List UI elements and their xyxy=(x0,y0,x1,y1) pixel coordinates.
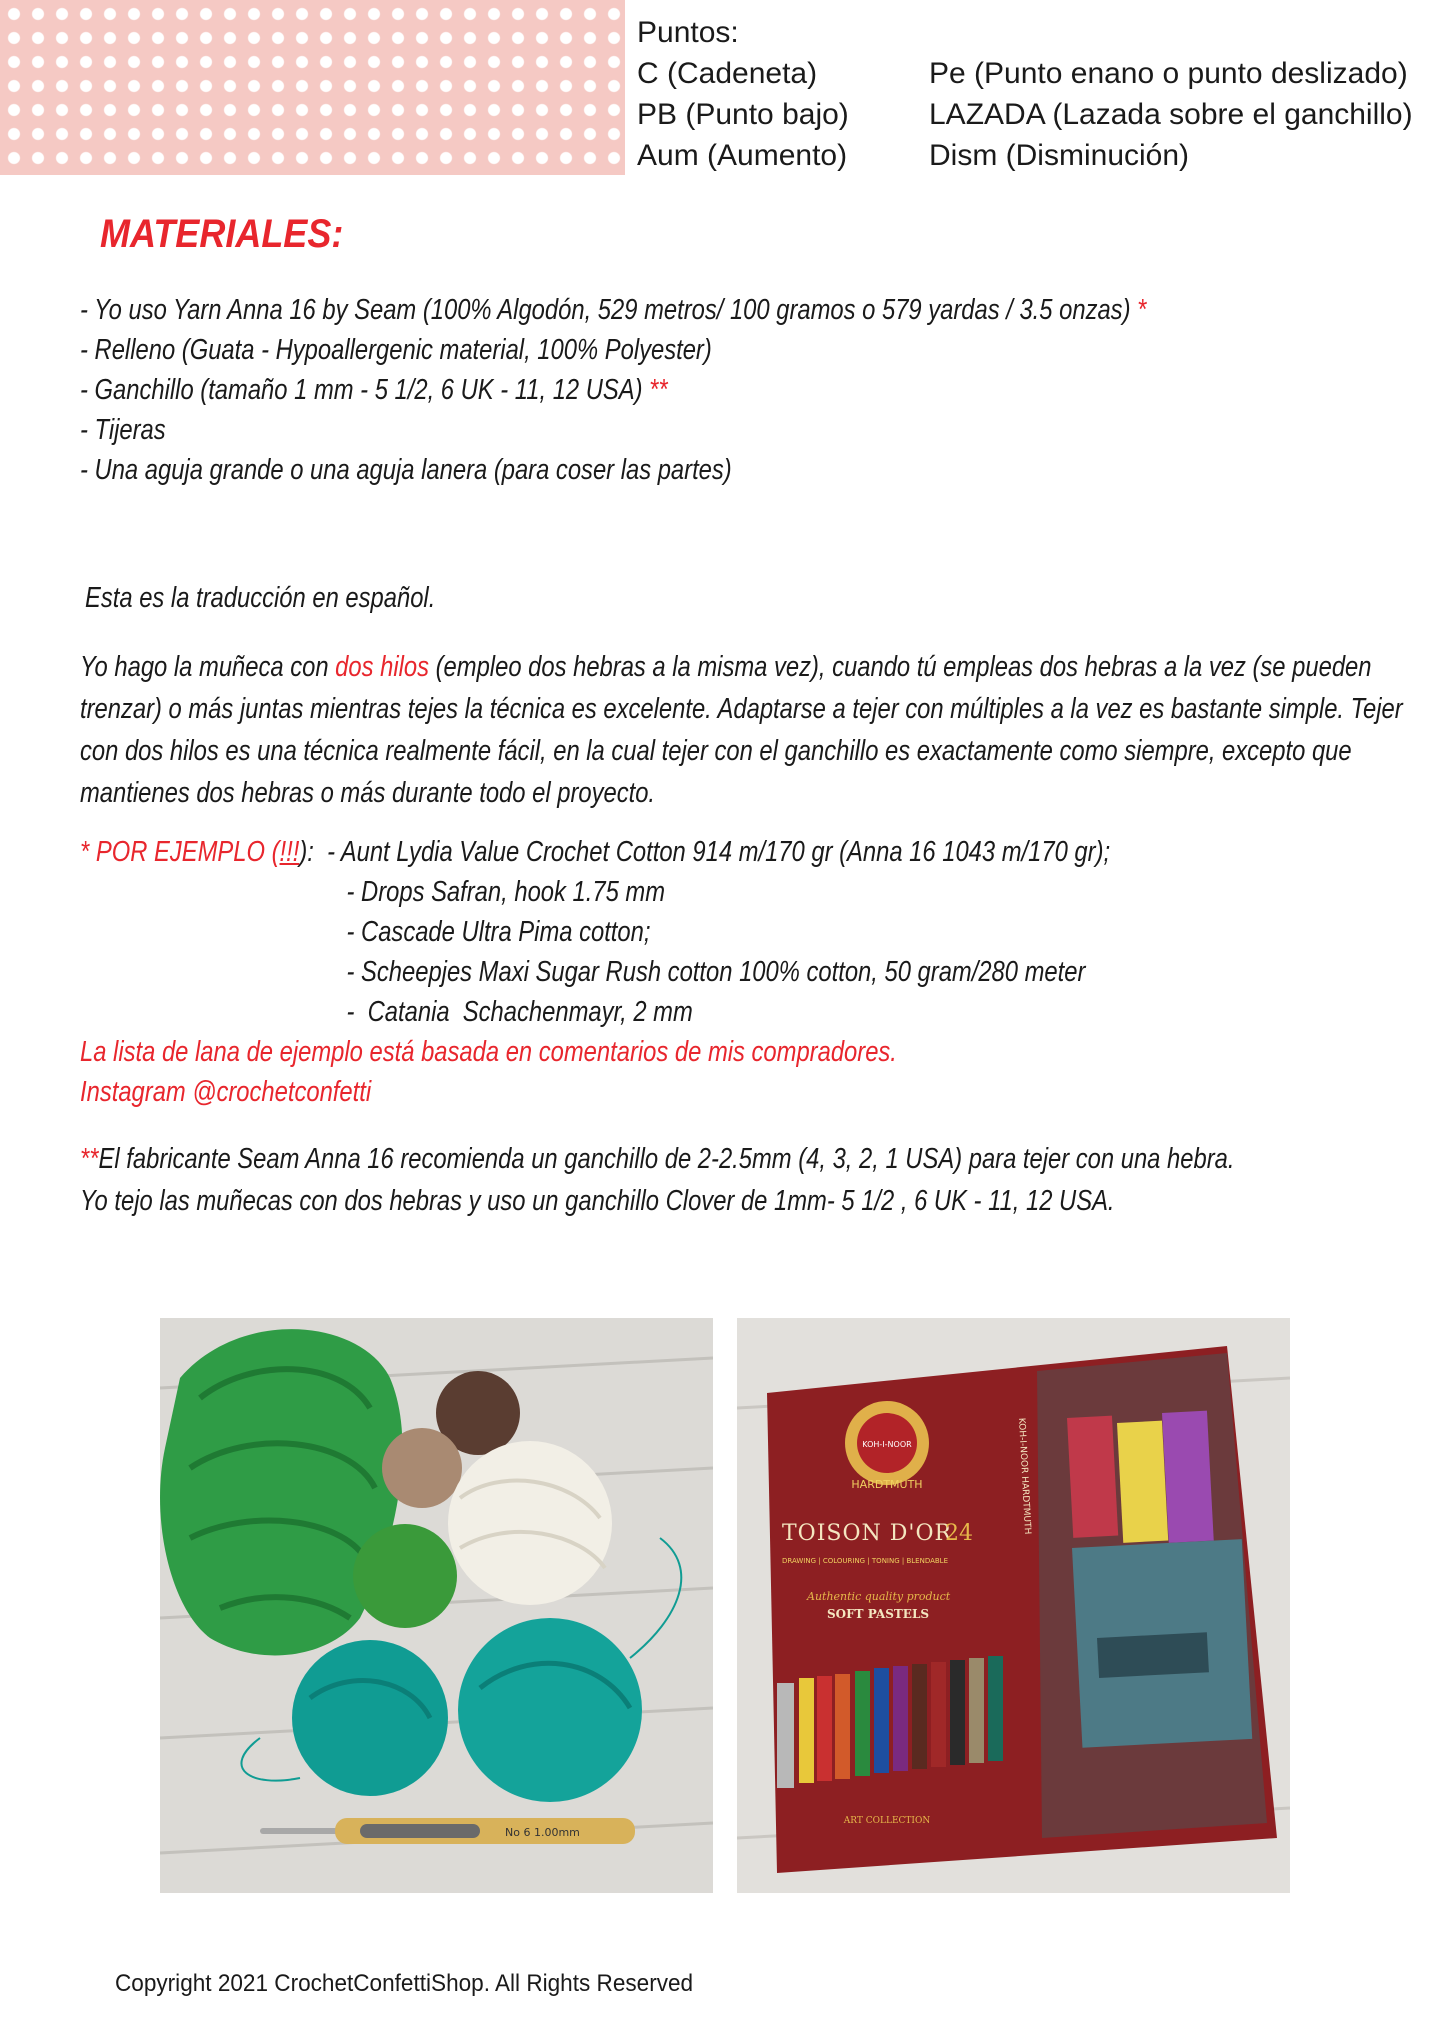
two-strand-paragraph xyxy=(80,646,1404,814)
product-count: 24 xyxy=(945,1521,973,1546)
examples-first-row xyxy=(80,832,1404,872)
pastel-box-image xyxy=(737,1318,1290,1893)
stitch-abbrev: PB (Punto bajo) xyxy=(637,98,849,131)
materials-item-text: - Yo uso Yarn Anna 16 by Seam (100% Algodón, 529 metros/ 100 gramos o 579 yardas / 3.5 onzas) xyxy=(80,294,1131,326)
materials-item xyxy=(80,330,1404,370)
materials-item-text: - Relleno (Guata - Hypoallergenic material, 100% Polyester) xyxy=(80,334,712,366)
hook-size-label: No 6 1.00mm xyxy=(505,1826,580,1839)
product-name: TOISON D'OR xyxy=(782,1521,953,1546)
stitches-row xyxy=(637,53,1413,94)
footnote-mark: ** xyxy=(80,1143,99,1175)
examples-label-text: * POR EJEMPLO ( xyxy=(80,836,280,868)
examples-label xyxy=(80,832,314,872)
translation-note: Esta es la traducción en español. xyxy=(85,582,436,614)
examples-item: - Scheepjes Maxi Sugar Rush cotton 100% cotton, 50 gram/280 meter xyxy=(346,956,1086,988)
materials-item xyxy=(80,370,1404,410)
yarn-photo-image xyxy=(160,1318,713,1893)
hook-note xyxy=(80,1138,1404,1222)
product-uses: DRAWING | COLOURING | TONING | BLENDABLE xyxy=(782,1557,949,1565)
collection-text: ART COLLECTION xyxy=(843,1816,931,1826)
footnote-mark: ** xyxy=(642,374,668,406)
examples-item: - Cascade Ultra Pima cotton; xyxy=(346,916,651,948)
examples-label-colon: ): xyxy=(299,836,314,868)
copyright-footer: Copyright 2021 CrochetConfettiShop. All Rights Reserved xyxy=(115,1970,694,1997)
stitch-abbrev: Dism (Disminución) xyxy=(929,139,1190,172)
examples-item: - Drops Safran, hook 1.75 mm xyxy=(346,876,666,908)
yarn-photo xyxy=(160,1318,713,1893)
examples-label-emph: !!! xyxy=(279,836,300,868)
stitch-abbrev: Aum (Aumento) xyxy=(637,139,848,172)
examples-item: - Catania Schachenmayr, 2 mm xyxy=(346,996,693,1028)
materials-item xyxy=(80,450,1404,490)
hook-note-line xyxy=(80,1138,1404,1180)
stitches-title: Puntos: xyxy=(637,16,739,49)
stitch-abbrev: Pe (Punto enano o punto deslizado) xyxy=(929,57,1408,90)
polka-dot-banner xyxy=(0,0,625,175)
materials-item xyxy=(80,290,1404,330)
materials-item xyxy=(80,410,1404,450)
stitch-abbrev: LAZADA (Lazada sobre el ganchillo) xyxy=(929,98,1413,131)
footnote-mark: * xyxy=(1130,294,1147,326)
examples-item: - Aunt Lydia Value Crochet Cotton 914 m/170 gr (Anna 16 1043 m/170 gr); xyxy=(313,836,1111,868)
stitch-abbrev: C (Cadeneta) xyxy=(637,57,818,90)
materials-list xyxy=(80,290,1404,490)
pastel-box-photo xyxy=(737,1318,1290,1893)
instagram-handle[interactable]: Instagram @crochetconfetti xyxy=(80,1076,372,1108)
materials-item-text: - Ganchillo (tamaño 1 mm - 5 1/2, 6 UK - 11, 12 USA) xyxy=(80,374,643,406)
stitches-row xyxy=(637,135,1413,176)
paragraph-text: (empleo dos hebras a la misma vez), cuando tú empleas dos hebras a la vez (se pueden trenzar) o más juntas mientras tejes la técnica es excelente. Adaptarse a tejer con múltiples a la vez es bastante simple. Tejer con dos hilos es una técnica realmente fácil, en la cual tejer con el ganchillo es exactamente como siempre, excepto que mantienes dos hebras o más durante todo el proyecto. xyxy=(80,651,1403,809)
materials-item-text: - Una aguja grande o una aguja lanera (para coser las partes) xyxy=(80,454,732,486)
product-type: SOFT PASTELS xyxy=(827,1607,930,1621)
brand-sub-text: HARDTMUTH xyxy=(851,1478,923,1491)
hook-note-text: El fabricante Seam Anna 16 recomienda un ganchillo de 2-2.5mm (4, 3, 2, 1 USA) para tejer con una hebra. xyxy=(98,1143,1235,1175)
paragraph-text: Yo hago la muñeca con xyxy=(80,651,336,683)
materials-item-text: - Tijeras xyxy=(80,414,166,446)
stitches-legend xyxy=(637,12,1413,176)
quality-text: Authentic quality product xyxy=(807,1590,951,1603)
side-brand-text: KOH-I-NOOR HARDTMUTH xyxy=(1016,1417,1033,1535)
hook-note-line: Yo tejo las muñecas con dos hebras y uso un ganchillo Clover de 1mm- 5 1/2 , 6 UK - 11, 12 USA. xyxy=(80,1185,1115,1217)
materials-heading: MATERIALES: xyxy=(100,212,344,256)
yarn-examples xyxy=(80,832,1404,1112)
brand-logo-text: KOH-I-NOOR xyxy=(862,1440,912,1449)
examples-note: La lista de lana de ejemplo está basada en comentarios de mis compradores. xyxy=(80,1036,897,1068)
paragraph-highlight: dos hilos xyxy=(335,651,430,683)
stitches-row xyxy=(637,94,1413,135)
